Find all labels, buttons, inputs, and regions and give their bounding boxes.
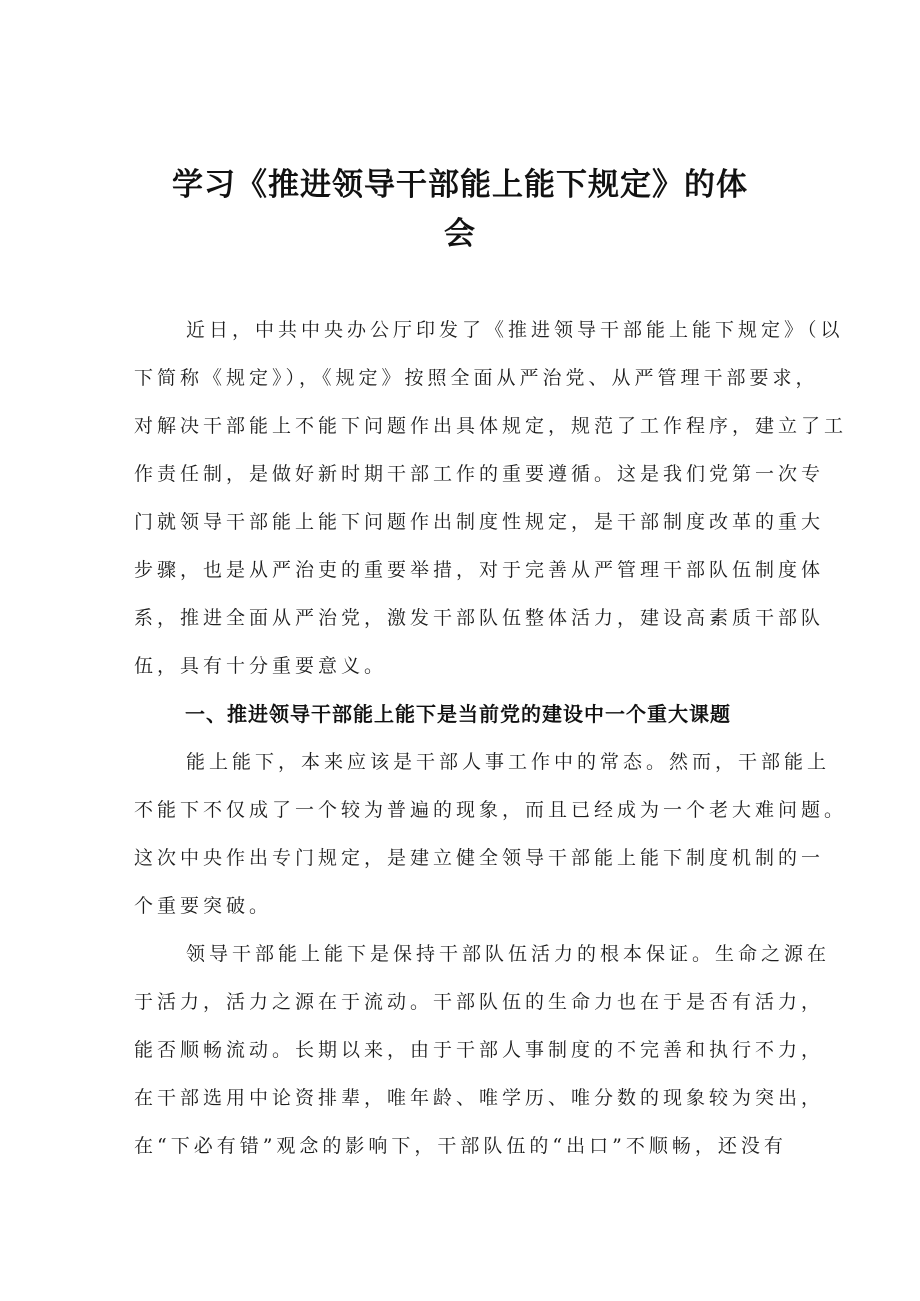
paragraph-line: 步骤，也是从严治吏的重要举措，对于完善从严管理干部队伍制度体 <box>134 559 825 581</box>
paragraph-intro <box>134 306 848 690</box>
document-title-line-1: 学习《推进领导干部能上能下规定》的体 <box>172 167 748 203</box>
paragraph-line: 在“下必有错”观念的影响下，干部队伍的“出口”不顺畅，还没有 <box>134 1135 787 1157</box>
paragraph-line: 伍，具有十分重要意义。 <box>134 655 388 677</box>
paragraph-line: 近日，中共中央办公厅印发了《推进领导干部能上能下规定》（以 <box>186 319 844 341</box>
paragraph-line: 在干部选用中论资排辈，唯年龄、唯学历、唯分数的现象较为突出， <box>134 1087 825 1109</box>
paragraph-3 <box>134 930 831 1170</box>
paragraph-line: 这次中央作出专门规定，是建立健全领导干部能上能下制度机制的一 <box>134 847 825 869</box>
paragraph-line: 对解决干部能上不能下问题作出具体规定，规范了工作程序，建立了工 <box>134 415 848 437</box>
document-title-line-2: 会 <box>444 216 476 252</box>
paragraph-line: 不能下不仅成了一个较为普遍的现象，而且已经成为一个老大难问题。 <box>134 799 848 821</box>
section-heading-1: 一、推进领导干部能上能下是当前党的建设中一个重大课题 <box>185 702 731 726</box>
paragraph-line: 领导干部能上能下是保持干部队伍活力的根本保证。生命之源在 <box>186 943 831 965</box>
paragraph-line: 于活力，活力之源在于流动。干部队伍的生命力也在于是否有活力， <box>134 991 825 1013</box>
paragraph-line: 系，推进全面从严治党，激发干部队伍整体活力，建设高素质干部队 <box>134 607 825 629</box>
paragraph-2 <box>134 738 848 930</box>
paragraph-line: 作责任制，是做好新时期干部工作的重要遵循。这是我们党第一次专 <box>134 463 825 485</box>
paragraph-line: 个重要突破。 <box>134 895 273 917</box>
paragraph-line: 下简称《规定》），《规定》按照全面从严治党、从严管理干部要求， <box>134 367 819 389</box>
paragraph-line: 能否顺畅流动。长期以来，由于干部人事制度的不完善和执行不力， <box>134 1039 825 1061</box>
paragraph-line: 能上能下，本来应该是干部人事工作中的常态。然而，干部能上 <box>186 751 831 773</box>
paragraph-line: 门就领导干部能上能下问题作出制度性规定，是干部制度改革的重大 <box>134 511 825 533</box>
